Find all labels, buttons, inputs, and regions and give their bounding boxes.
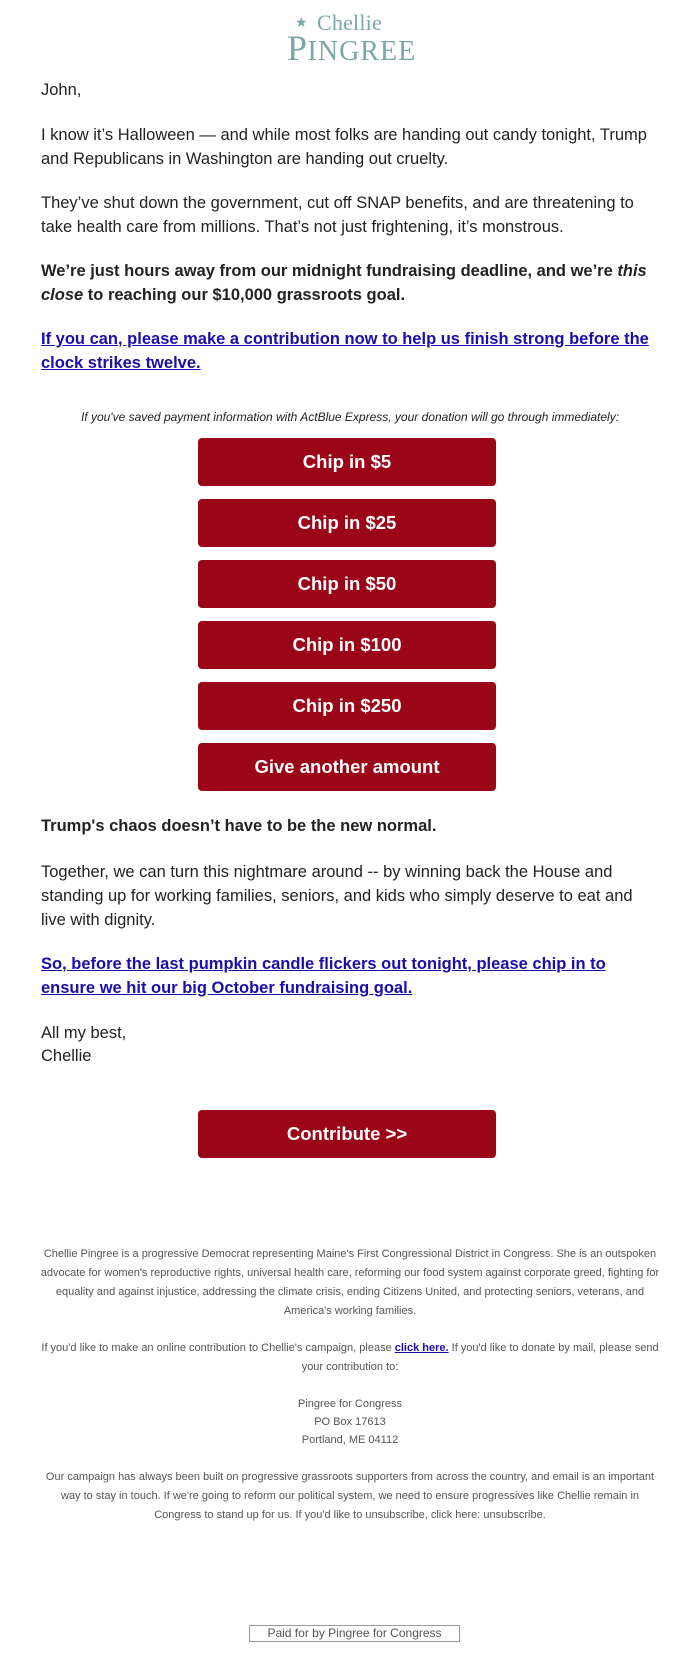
footer-mail-text: If you'd like to donate by mail, please send your contribution to: [301, 1342, 659, 1373]
chip-in-50-button[interactable]: Chip in $50 [198, 560, 496, 608]
logo-last-name-rest: INGREE [307, 36, 417, 67]
pumpkin-link-paragraph [41, 952, 661, 1000]
footer-address-line-2: PO Box 17613 [314, 1416, 386, 1428]
paragraph-halloween: I know it’s Halloween — and while most folks are handing out candy tonight, Trump and Republicans in Washington are handing out cruelty. [41, 126, 647, 168]
footer-click-here-link[interactable]: click here. [394, 1342, 449, 1354]
footer-unsubscribe: Our campaign has always been built on progressive grassroots supporters from across the country, and email is an important way to stay in touch. If we're going to reform our political system, we need to ensure progressives like Chellie remain in Congress to stand up for us. If you'd like to unsubscribe, click here: unsubscribe. [45, 1471, 655, 1521]
footer-address-line-3: Portland, ME 04112 [301, 1434, 399, 1446]
footer-address-line-1: Pingree for Congress [298, 1398, 402, 1410]
logo-first-name: Chellie [317, 10, 382, 35]
chip-in-25-button[interactable]: Chip in $25 [198, 499, 496, 547]
logo-last-name-initial: P [287, 28, 308, 68]
paragraph-together: Together, we can turn this nightmare around -- by winning back the House and standing up for working families, seniors, and kids who simply deserve to eat and live with dignity. [41, 863, 633, 929]
paid-for-disclaimer: Paid for by Pingree for Congress [249, 1625, 460, 1642]
signature: Chellie [41, 1047, 92, 1065]
contribution-link[interactable]: If you can, please make a contribution now to help us finish strong before the clock strikes twelve. [41, 330, 649, 372]
logo-mark [275, 10, 425, 68]
give-another-amount-button[interactable]: Give another amount [198, 743, 496, 791]
actblue-express-note: If you've saved payment information with ActBlue Express, your donation will go through immediately: [80, 410, 620, 424]
contribute-button[interactable]: Contribute >> [198, 1110, 496, 1158]
chip-in-5-button[interactable]: Chip in $5 [198, 438, 496, 486]
logo [0, 10, 700, 68]
contribution-link-paragraph [41, 327, 661, 375]
footer-contribution [40, 1339, 660, 1377]
chip-in-250-button[interactable]: Chip in $250 [198, 682, 496, 730]
paragraph-shutdown: They’ve shut down the government, cut off SNAP benefits, and are threatening to take health care from millions. That’s not just frightening, it’s monstrous. [41, 194, 634, 236]
pumpkin-link[interactable]: So, before the last pumpkin candle flickers out tonight, please chip in to ensure we hit our big October fundraising goal. [41, 955, 606, 997]
footer-about: Chellie Pingree is a progressive Democrat representing Maine's First Congressional District in Congress. She is an outspoken advocate for women's reproductive rights, universal health care, reforming our food system against corporate greed, fighting for equality and against injustice, addressing the climate crisis, ending Citizens United, and protecting seniors, veterans, and America's working families. [40, 1248, 660, 1317]
footer-contribution-text: If you'd like to make an online contribution to Chellie's campaign, please [41, 1342, 395, 1354]
deadline-emphasis: this close [41, 262, 647, 304]
star-icon: ★ [295, 16, 308, 31]
logo-last-name [287, 30, 416, 70]
signoff: All my best, [41, 1024, 127, 1042]
deadline-text: We’re just hours away from our midnight fundraising deadline, and we’re [41, 262, 618, 280]
chip-in-100-button[interactable]: Chip in $100 [198, 621, 496, 669]
paragraph-deadline [41, 259, 661, 307]
greeting: John, [41, 81, 82, 99]
paragraph-chaos: Trump's chaos doesn’t have to be the new normal. [41, 817, 437, 835]
deadline-goal-text: to reaching our $10,000 grassroots goal. [83, 286, 406, 304]
